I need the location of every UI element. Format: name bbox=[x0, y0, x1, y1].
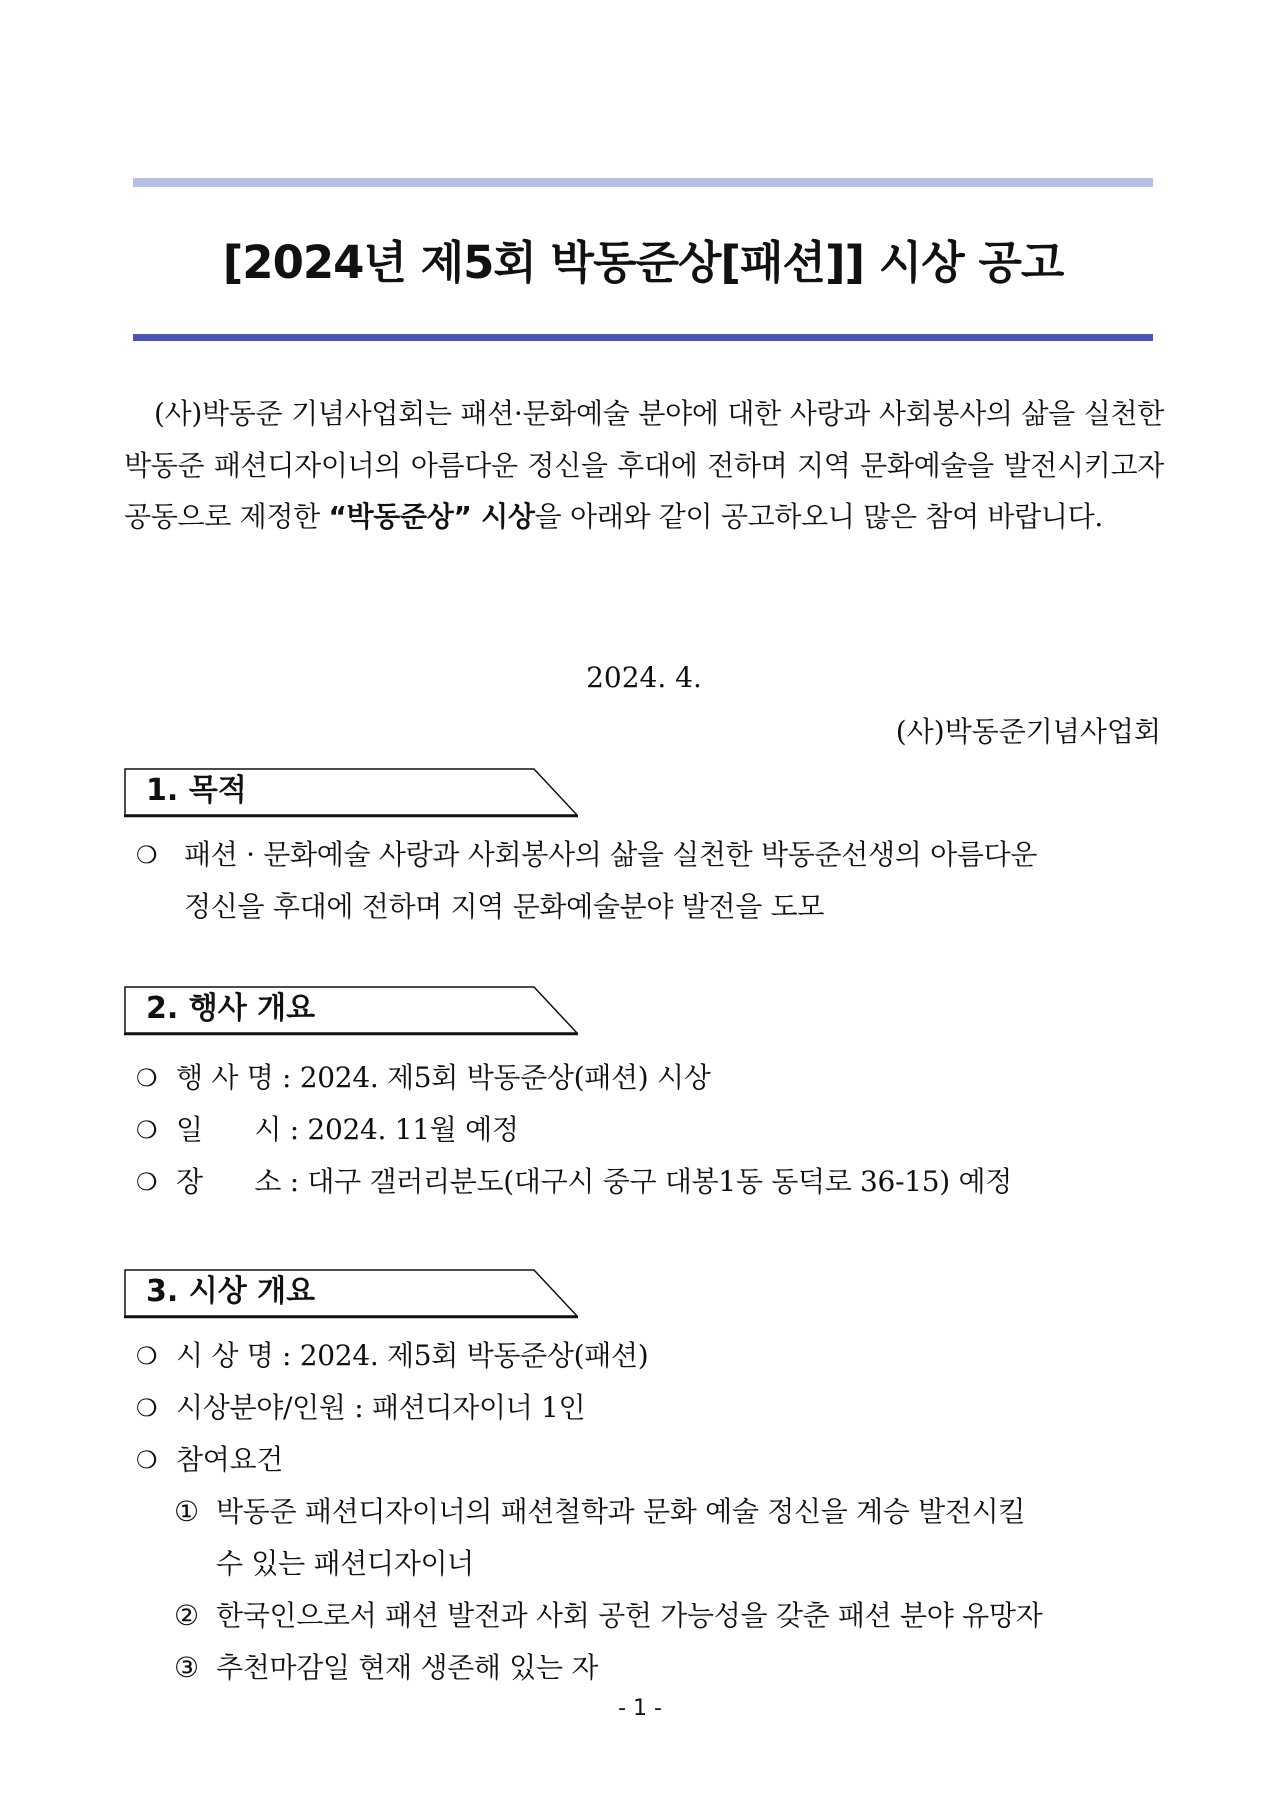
title-bottom-rule bbox=[133, 334, 1153, 341]
page-title: [2024년 제5회 박동준상[패션]] 시상 공고 bbox=[222, 236, 1064, 289]
requirement-1-line-2: 수 있는 패션디자이너 bbox=[216, 1547, 474, 1580]
page-number: - 1 - bbox=[618, 1696, 662, 1721]
section-3-title: 3. 시상 개요 bbox=[146, 1274, 316, 1309]
event-venue-line: 장 소 : 대구 갤러리분도(대구시 중구 대봉1동 동덕로 36-15) 예정 bbox=[176, 1165, 1012, 1198]
circle-bullet-icon: ❍ bbox=[136, 1168, 158, 1196]
award-field-line: 시상분야/인원 : 패션디자이너 1인 bbox=[176, 1391, 586, 1424]
section-2-title: 2. 행사 개요 bbox=[146, 991, 316, 1026]
requirement-number-1: ① bbox=[174, 1495, 199, 1528]
circle-bullet-icon: ❍ bbox=[136, 841, 158, 869]
purpose-line-1: 패션 · 문화예술 사랑과 사회봉사의 삶을 실천한 박동준선생의 아름다운 bbox=[184, 838, 1038, 871]
purpose-line-2: 정신을 후대에 전하며 지역 문화예술분야 발전을 도모 bbox=[184, 890, 825, 923]
circle-bullet-icon: ❍ bbox=[136, 1342, 158, 1370]
organization-name: (사)박동준기념사업회 bbox=[895, 715, 1161, 748]
intro-paragraph bbox=[124, 388, 1164, 543]
requirements-label: 참여요건 bbox=[176, 1443, 283, 1476]
requirement-2-line: 한국인으로서 패션 발전과 사회 공헌 가능성을 갖춘 패션 분야 유망자 bbox=[216, 1599, 1043, 1632]
event-name-line: 행 사 명 : 2024. 제5회 박동준상(패션) 시상 bbox=[176, 1061, 711, 1094]
event-date-line: 일 시 : 2024. 11월 예정 bbox=[176, 1113, 519, 1146]
circle-bullet-icon: ❍ bbox=[136, 1116, 158, 1144]
section-1-heading bbox=[124, 768, 578, 818]
section-2-heading bbox=[124, 986, 578, 1036]
section-1-title: 1. 목적 bbox=[146, 773, 247, 808]
intro-bold-text: “박동준상” 시상 bbox=[328, 500, 535, 533]
section-3-heading bbox=[124, 1269, 578, 1319]
award-name-line: 시 상 명 : 2024. 제5회 박동준상(패션) bbox=[176, 1339, 649, 1372]
circle-bullet-icon: ❍ bbox=[136, 1446, 158, 1474]
circle-bullet-icon: ❍ bbox=[136, 1064, 158, 1092]
intro-text: (사)박동준 기념사업회는 패션·문화예술 분야에 대한 사랑과 사회봉사의 삶을 실천한 박동준 패션디자이너의 아름다운 정신을 후대에 전하며 지역 문화예술을 발전시키고자 공동으로 제정한 bbox=[124, 397, 1164, 533]
announcement-date: 2024. 4. bbox=[586, 661, 702, 694]
requirement-number-2: ② bbox=[174, 1599, 199, 1632]
intro-text-end: 을 아래와 같이 공고하오니 많은 참여 바랍니다. bbox=[534, 500, 1104, 533]
circle-bullet-icon: ❍ bbox=[136, 1394, 158, 1422]
requirement-number-3: ③ bbox=[174, 1651, 199, 1684]
requirement-3-line: 추천마감일 현재 생존해 있는 자 bbox=[216, 1651, 599, 1684]
title-top-rule bbox=[133, 178, 1153, 187]
requirement-1-line-1: 박동준 패션디자이너의 패션철학과 문화 예술 정신을 계승 발전시킬 bbox=[216, 1495, 1026, 1528]
